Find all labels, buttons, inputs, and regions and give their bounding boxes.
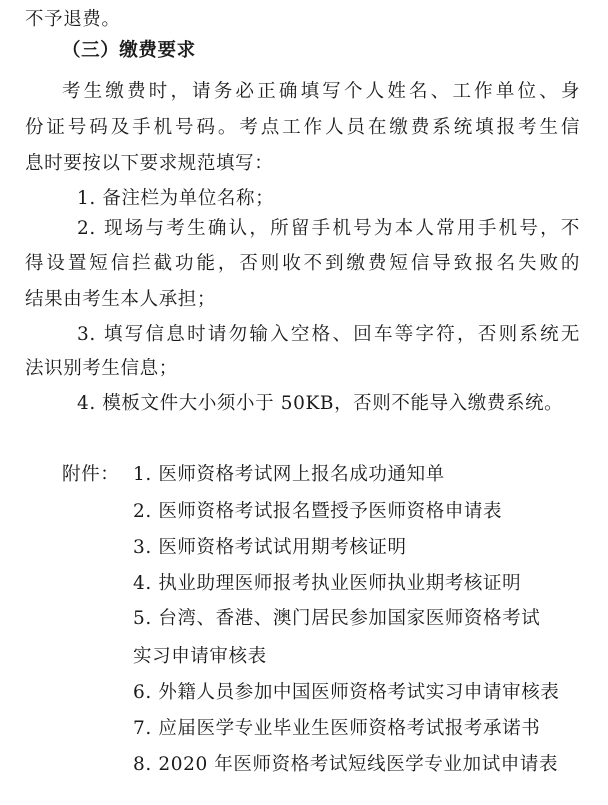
attachment-item: 8. 2020 年医师资格考试短线医学专业加试申请表 [133,754,559,775]
attachment-item: 3. 医师资格考试试用期考核证明 [133,537,407,558]
list-item: 3. 填写信息时请勿输入空格、回车等字符，否则系统无 [77,324,580,345]
list-item: 4. 模板文件大小须小于 50KB，否则不能导入缴费系统。 [77,393,564,414]
list-item: 得设置短信拦截功能，否则收不到缴费短信导致报名失败的 [25,253,580,274]
attachment-item: 2. 医师资格考试报名暨授予医师资格申请表 [133,501,503,522]
list-item: 结果由考生本人承担； [25,289,217,310]
list-item: 1. 备注栏为单位名称； [77,188,275,209]
attachment-item: 6. 外籍人员参加中国医师资格考试实习申请审核表 [133,682,560,703]
list-item: 法识别考生信息； [25,358,178,379]
paragraph-line: 考生缴费时，请务必正确填写个人姓名、工作单位、身 [62,81,580,102]
section-heading: （三）缴费要求 [62,40,196,61]
paragraph-line: 份证号码及手机号码。考点工作人员在缴费系统填报考生信 [25,117,580,138]
paragraph-line: 息时要按以下要求规范填写： [25,153,274,174]
attachment-item: 4. 执业助理医师报考执业医师执业期考核证明 [133,573,522,594]
text-line: 不予退费。 [25,9,121,30]
attachment-item-continuation: 实习申请审核表 [133,646,267,667]
attachment-item: 1. 医师资格考试网上报名成功通知单 [133,464,445,485]
attachments-label: 附件： [62,464,120,485]
attachment-item: 5. 台湾、香港、澳门居民参加国家医师资格考试 [133,608,541,629]
attachment-item: 7. 应届医学专业毕业生医师资格考试报考承诺书 [133,718,541,739]
list-item: 2. 现场与考生确认，所留手机号为本人常用手机号，不 [77,218,580,239]
